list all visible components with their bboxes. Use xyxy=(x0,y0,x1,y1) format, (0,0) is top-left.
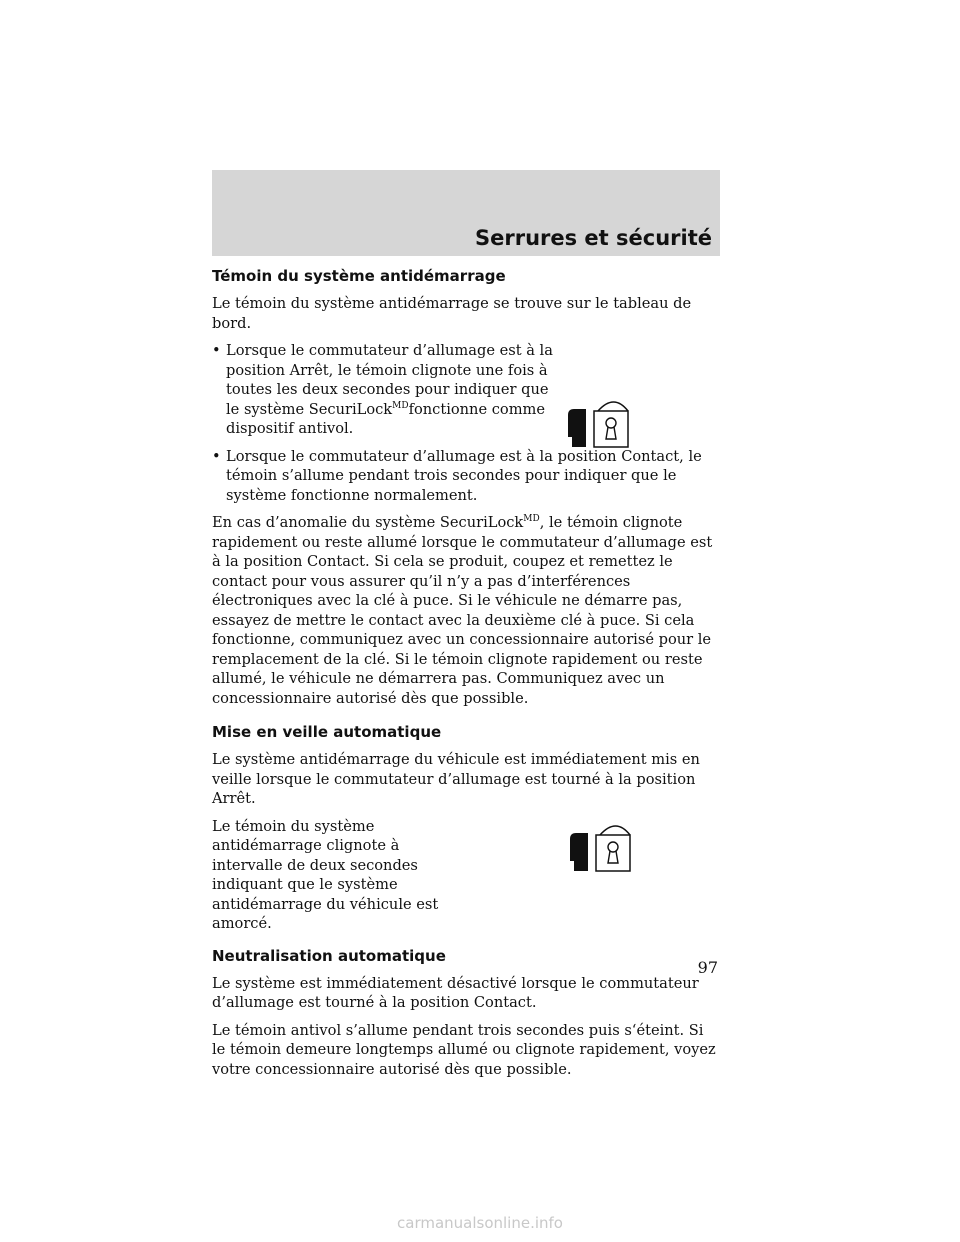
neutralisation-paragraph-1: Le système est immédiatement désactivé lorsque le commutateur d’allumage est tourné à la position Contact. xyxy=(212,974,699,1011)
watermark: carmanualsonline.info xyxy=(397,1214,563,1232)
veille-indicator-paragraph: Le témoin du système antidémarrage clignote à intervalle de deux secondes indiquant que le système antidémarrage du véhicule est amorcé. xyxy=(212,817,439,932)
trademark-sup: MD xyxy=(392,400,409,411)
bullet-text: Lorsque le commutateur d’allumage est à la position Arrêt, le témoin clignote une fois à toutes les deux secondes pour indiquer que le système SecuriLock xyxy=(226,342,553,418)
header-band xyxy=(212,170,720,256)
figure-row-2 xyxy=(212,817,720,934)
neutralisation-paragraph-2: Le témoin antivol s’allume pendant trois secondes puis s‘éteint. Si le témoin demeure longtemps allumé ou clignote rapidement, voyez votre concessionnaire autorisé dès que possible. xyxy=(212,1021,716,1078)
anomaly-text: En cas d’anomalie du système SecuriLock xyxy=(212,514,524,531)
section-heading-antidemarrage: Témoin du système antidémarrage xyxy=(212,267,506,285)
section-heading-neutralisation: Neutralisation automatique xyxy=(212,946,446,965)
anomaly-text-end: , le témoin clignote rapidement ou reste allumé lorsque le commutateur d’allumage est à la position Contact. Si cela se produit, coupez et remettez le contact pour vous assurer qu’il n’y a pas d’interférences électroniques avec la clé à puce. Si le véhicule ne démarre pas, essayez de mettre le contact avec la deuxième clé à puce. Si cela fonctionne, communiquez avec un concessionnaire autorisé pour le remplacement de la clé. Si le témoin clignote rapidement ou reste allumé, le véhicule ne démarrera pas. Communiquez avec un concessionnaire autorisé dès que possible. xyxy=(212,514,713,707)
bullet-text-end: fonctionne comme dispositif antivol. xyxy=(226,400,546,437)
bullet-item-contact: • Lorsque le commutateur d’allumage est à la position Contact, le témoin s’allume pendant trois secondes pour indiquer que le système fonctionne normalement. xyxy=(212,447,720,506)
bullet-item-arret xyxy=(212,341,556,439)
anomaly-paragraph xyxy=(212,513,720,708)
page-number: 97 xyxy=(697,958,718,977)
car-lock-icon xyxy=(566,393,636,453)
content xyxy=(212,266,720,1087)
intro-paragraph: Le témoin du système antidémarrage se trouve sur le tableau de bord. xyxy=(212,295,692,332)
car-lock-icon xyxy=(568,817,638,877)
page-title: Serrures et sécurité xyxy=(474,226,712,250)
section-heading-veille: Mise en veille automatique xyxy=(212,723,442,741)
trademark-sup: MD xyxy=(523,514,540,525)
veille-paragraph: Le système antidémarrage du véhicule est immédiatement mis en veille lorsque le commutateur d’allumage est tourné à la position Arrêt. xyxy=(212,751,700,807)
figure-row-1 xyxy=(212,341,720,439)
